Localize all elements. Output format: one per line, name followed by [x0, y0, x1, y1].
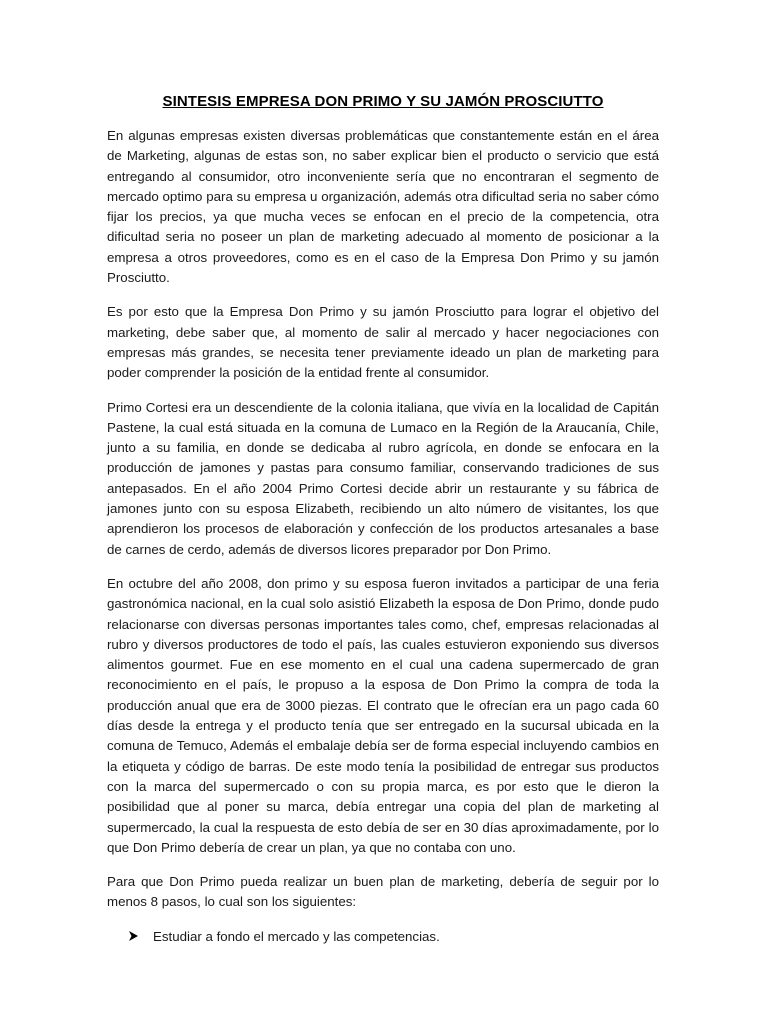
document-title: SINTESIS EMPRESA DON PRIMO Y SU JAMÓN PROSCIUTTO: [162, 93, 604, 110]
paragraph-4: En octubre del año 2008, don primo y su esposa fueron invitados a participar de una feria gastronómica nacional, en la cual solo asistió Elizabeth la esposa de Don Primo, donde pudo relacionarse con diversas personas importantes tales como, chef, empresas relacionadas al rubro y diversos productores de todo el país, las cuales estuvieron exponiendo sus diversos alimentos gourmet. Fue en ese momento en el cual una cadena supermercado de gran reconocimiento en el país, le propuso a la esposa de Don Primo la compra de toda la producción anual que era de 3000 piezas. El contrato que le ofrecían era un pago cada 60 días desde la entrega y el producto tenía que ser entregado en la sucursal ubicada en la comuna de Temuco, Además el embalaje debía ser de forma especial incluyendo cambios en la etiqueta y código de barras. De este modo tenía la posibilidad de entregar sus productos con la marca del supermercado o con su propia marca, es por esto que le dieron la posibilidad que al poner su marca, debía entregar una copia del plan de marketing al supermercado, la cual la respuesta de esto debía de ser en 30 días aproximadamente, por lo que Don Primo debería de crear un plan, ya que no contaba con uno.: [107, 575, 659, 855]
list-item: [129, 927, 659, 947]
paragraph-1: En algunas empresas existen diversas problemáticas que constantemente están en el área de Marketing, algunas de estas son, no saber explicar bien el producto o servicio que está entregando al consumidor, otro inconveniente sería que no encontraran el segmento de mercado optimo para su empresa u organización, además otra dificultad seria no saber cómo fijar los precios, ya que mucha veces se enfocan en el precio de la competencia, otra dificultad seria no poseer un plan de marketing adecuado al momento de posicionar a la empresa a otros proveedores, como es en el caso de la Empresa Don Primo y su jamón Prosciutto.: [107, 128, 659, 286]
list-item-text: Estudiar a fondo el mercado y las competencias.: [153, 928, 440, 944]
steps-list: [107, 927, 659, 947]
paragraph-3: Primo Cortesi era un descendiente de la colonia italiana, que vivía en la localidad de Capitán Pastene, la cual está situada en la comuna de Lumaco en la Región de la Araucanía, Chile, junto a su familia, en donde se dedicaba al rubro agrícola, en donde se enfocara en la producción de jamones y pastas para consumo familiar, conservando tradiciones de sus antepasados. En el año 2004 Primo Cortesi decide abrir un restaurante y su fábrica de jamones junto con su esposa Elizabeth, recibiendo un alto número de visitantes, los que aprendieron los procesos de elaboración y confección de los productos artesanales a base de carnes de cerdo, además de diversos licores preparador por Don Primo.: [107, 399, 659, 557]
arrowhead-bullet-icon: [129, 927, 153, 947]
paragraph-5: Para que Don Primo pueda realizar un buen plan de marketing, debería de seguir por lo menos 8 pasos, lo cual son los siguientes:: [107, 874, 659, 910]
paragraph-2: Es por esto que la Empresa Don Primo y su jamón Prosciutto para lograr el objetivo del marketing, debe saber que, al momento de salir al mercado y hacer negociaciones con empresas más grandes, se necesita tener previamente ideado un plan de marketing para poder comprender la posición de la entidad frente al consumidor.: [107, 304, 659, 381]
document-page: [107, 92, 659, 947]
